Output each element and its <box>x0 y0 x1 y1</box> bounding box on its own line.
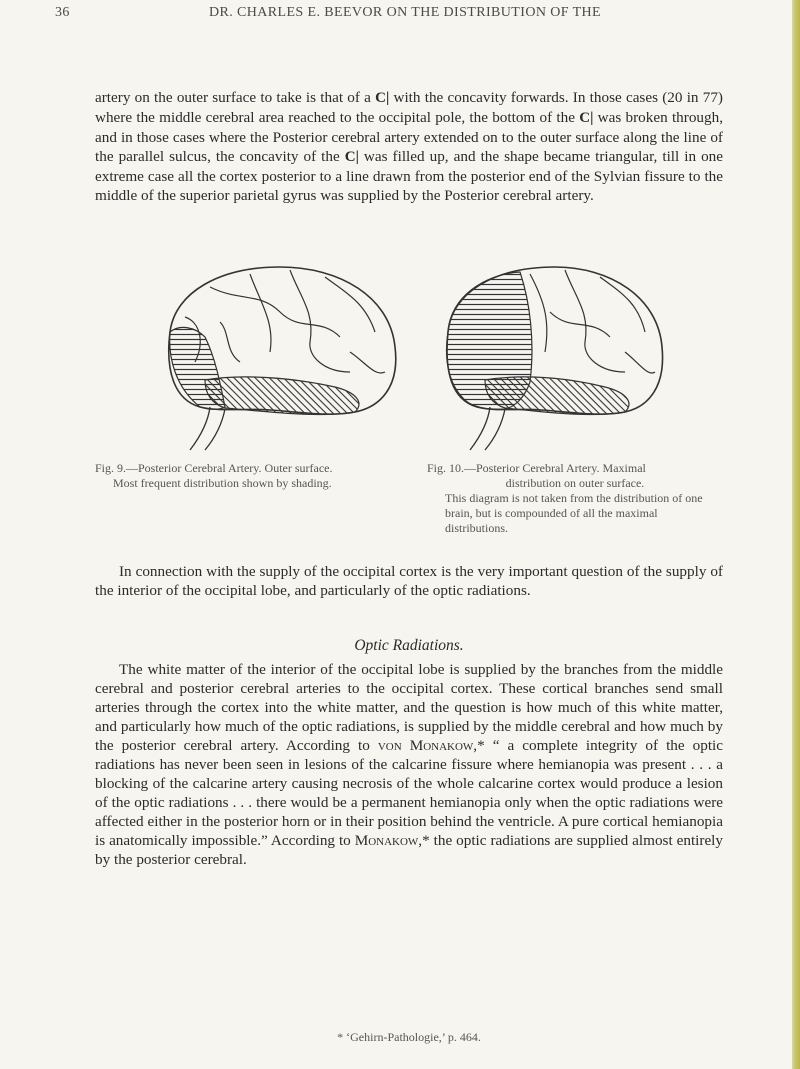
paragraph-1 <box>95 88 723 205</box>
page-number: 36 <box>55 5 70 20</box>
para3-text-2: * “ a complete integrity of the optic radiations has never been seen in lesions of the calcarine fissure where hemianopia was present . . . a blocking of the calcarine artery causing necrosis of the whole calcarine cortex would produce a lesion of the optic radiations . . . there would be a permanent hemianopia only when the optic radiations were affected either in the posterior horn or in their position behind the ventricle. A pure cortical hemianopia is anatomically impossible.” According to <box>95 737 724 849</box>
c-symbol: C| <box>375 90 390 106</box>
fig10-caption-line1: Fig. 10.—Posterior Cerebral Artery. Maximal <box>427 461 646 475</box>
figure-10 <box>430 262 670 452</box>
author-von-monakow: von Monakow, <box>377 737 478 754</box>
figure-9-caption <box>95 461 415 491</box>
brain-diagram-fig9 <box>150 262 405 452</box>
fig9-caption-line1: Fig. 9.—Posterior Cerebral Artery. Outer surface. <box>95 461 333 475</box>
fig10-caption-line3: This diagram is not taken from the distribution of one brain, but is compounded of all the maximal distributions. <box>445 491 703 535</box>
page-edge <box>792 0 800 1069</box>
para1-text-2: with the concavity forwards. In those cases (20 in 77) where the middle cerebral area reached to the occipital pole, the bottom of the <box>95 89 723 126</box>
figure-9 <box>150 262 405 452</box>
fig9-caption-line2: Most frequent distribution shown by shading. <box>113 476 332 490</box>
para1-text-1: artery on the outer surface to take is that of a <box>95 89 376 106</box>
running-title: DR. CHARLES E. BEEVOR ON THE DISTRIBUTION OF THE <box>208 5 602 20</box>
paragraph-3 <box>95 660 723 869</box>
para3-text-3: * the optic radiations are supplied almost entirely by the posterior cerebral. <box>95 832 723 868</box>
brain-diagram-fig10 <box>430 262 670 452</box>
para1-text-3: was broken through, and in those cases where the Posterior cerebral artery extended on to the outer surface along the line of the parallel sulcus, the concavity of the <box>95 109 723 165</box>
c-symbol: C| <box>344 149 359 165</box>
section-title: Optic Radiations. <box>354 637 464 654</box>
para1-text-4: was filled up, and the shape became triangular, till in one extreme case all the cortex posterior to a line drawn from the posterior end of the Sylvian fissure to the middle of the superior parietal gyrus was supplied by the Posterior cerebral artery. <box>95 148 724 204</box>
page-header <box>55 5 755 25</box>
c-symbol: C| <box>579 110 594 126</box>
footnote: * ‘Gehirn-Pathologie,’ p. 464. <box>337 1030 481 1044</box>
figure-10-caption <box>427 461 723 536</box>
author-monakow: Monakow, <box>354 832 423 849</box>
paragraph-2: In connection with the supply of the occipital cortex is the very important question of the supply of the interior of the occipital lobe, and particularly of the optic radiations. <box>95 563 723 599</box>
para3-text-1: The white matter of the interior of the occipital lobe is supplied by the branches from the middle cerebral and posterior cerebral arteries to the occipital cortex. These cortical branches send small arteries through the cortex into the white matter, and the question is how much of this white matter, and particularly how much of the optic radiations, is supplied by the middle cerebral and how much by the posterior cerebral artery. According to <box>95 661 723 754</box>
fig10-caption-line2: distribution on outer surface. <box>505 476 645 490</box>
